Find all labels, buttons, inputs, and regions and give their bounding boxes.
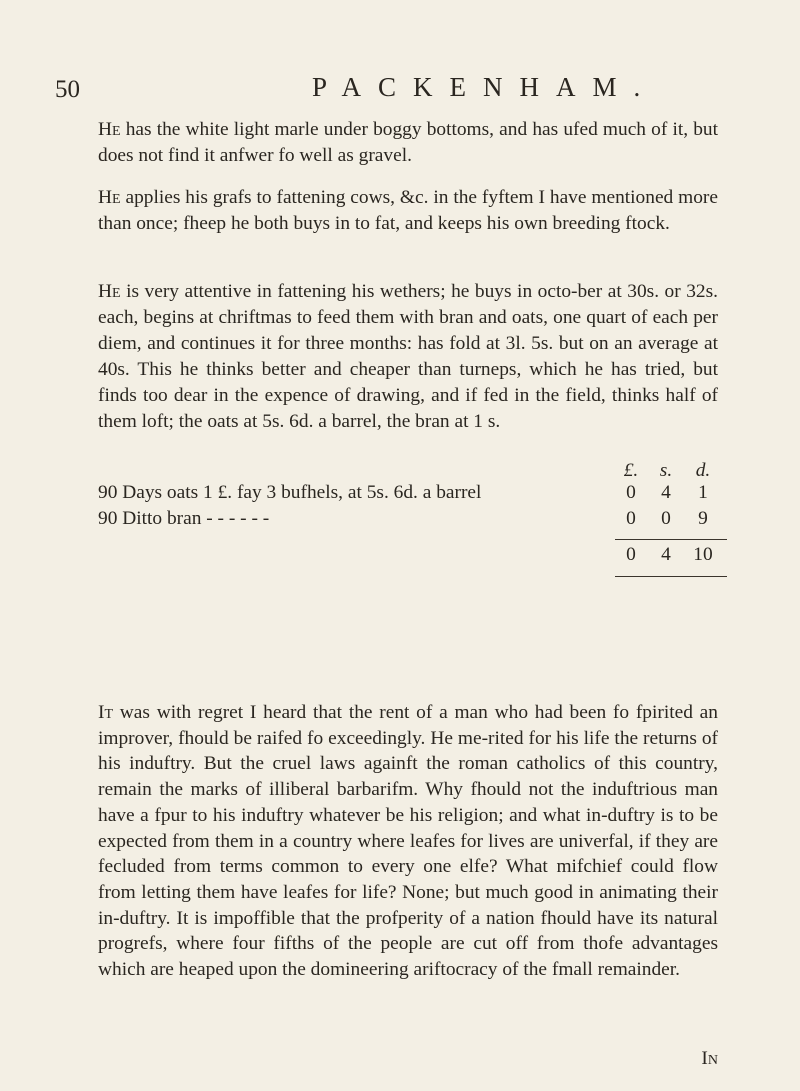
ledger-pounds: 0 [626, 508, 636, 529]
total-pence: 10 [693, 544, 713, 565]
catchword: In [701, 1048, 718, 1069]
paragraph-text: is very attentive in fattening his wethers; he buys in octo-ber at 30s. or 32s. each, begins at chriftmas to feed them with bran and oats, one quart of each per diem, and continues it for three months: has fold at 3l. 5s. but on an average at 40s. This he thinks better and cheaper than turneps, which he has tried, but finds too dear in the expence of drawing, and if fed in the field, thinks half of them loft; the oats at 5s. 6d. a barrel, the bran at 1 s. [98, 281, 718, 432]
ledger-shillings: 0 [661, 508, 671, 529]
ledger-pence: 9 [698, 508, 708, 529]
paragraph-lead: He [98, 119, 121, 140]
paragraph-text: has the white light marle under boggy bottoms, and has ufed much of it, but does not find it anfwer fo well as gravel. [98, 119, 718, 166]
ledger-description: 90 Days oats 1 £. fay 3 bufhels, at 5s. 6d. a barrel [98, 482, 482, 503]
paragraph-fattening-cows [98, 185, 718, 237]
ledger-shillings: 4 [661, 482, 671, 503]
running-title: PACKENHAM. [312, 72, 658, 102]
ledger-pence: 1 [698, 482, 708, 503]
pence-header: d. [695, 460, 711, 481]
paragraph-white-marle [98, 117, 718, 169]
shillings-header: s. [659, 460, 673, 481]
ledger-total-row [98, 544, 720, 570]
ledger-row-bran [98, 508, 720, 534]
total-rule [615, 576, 727, 577]
sum-rule [615, 539, 727, 540]
page-number: 50 [55, 76, 80, 103]
ledger-row-oats [98, 482, 720, 508]
paragraph-lead: It [98, 702, 114, 723]
total-shillings: 4 [661, 544, 671, 565]
ledger-description: 90 Ditto bran - - - - - - [98, 508, 270, 529]
paragraph-wethers [98, 279, 718, 435]
paragraph-rent-regret [98, 700, 718, 983]
paragraph-lead: He [98, 281, 121, 302]
ledger-pounds: 0 [626, 482, 636, 503]
paragraph-text: applies his grafs to fattening cows, &c. in the fyftem I have mentioned more than once; fheep he both buys in to fat, and keeps his own breeding ftock. [98, 187, 718, 234]
paragraph-text: was with regret I heard that the rent of a man who had been fo fpirited an improver, fhould be raifed fo exceedingly. He me-rited for his life the returns of his induftry. But the cruel laws againft the roman catholics of this country, remain the marks of illiberal barbarifm. Why fhould not the induftrious man have a fpur to his induftry whatever be his religion; and what in-duftry is to be expected from them in a country where leafes for lives are univerfal, if they are fecluded from terms common to every one elfe? What mifchief could flow from letting them have leafes for life? None; but much good in animating their in-duftry. It is impoffible that the profperity of a nation fhould have its natural progrefs, where four fifths of the people are cut off from thofe advantages which are heaped upon the domineering ariftocracy of the fmall remainder. [98, 702, 718, 981]
page-header [55, 72, 755, 106]
pounds-header: £. [623, 460, 639, 481]
total-pounds: 0 [626, 544, 636, 565]
paragraph-lead: He [98, 187, 121, 208]
